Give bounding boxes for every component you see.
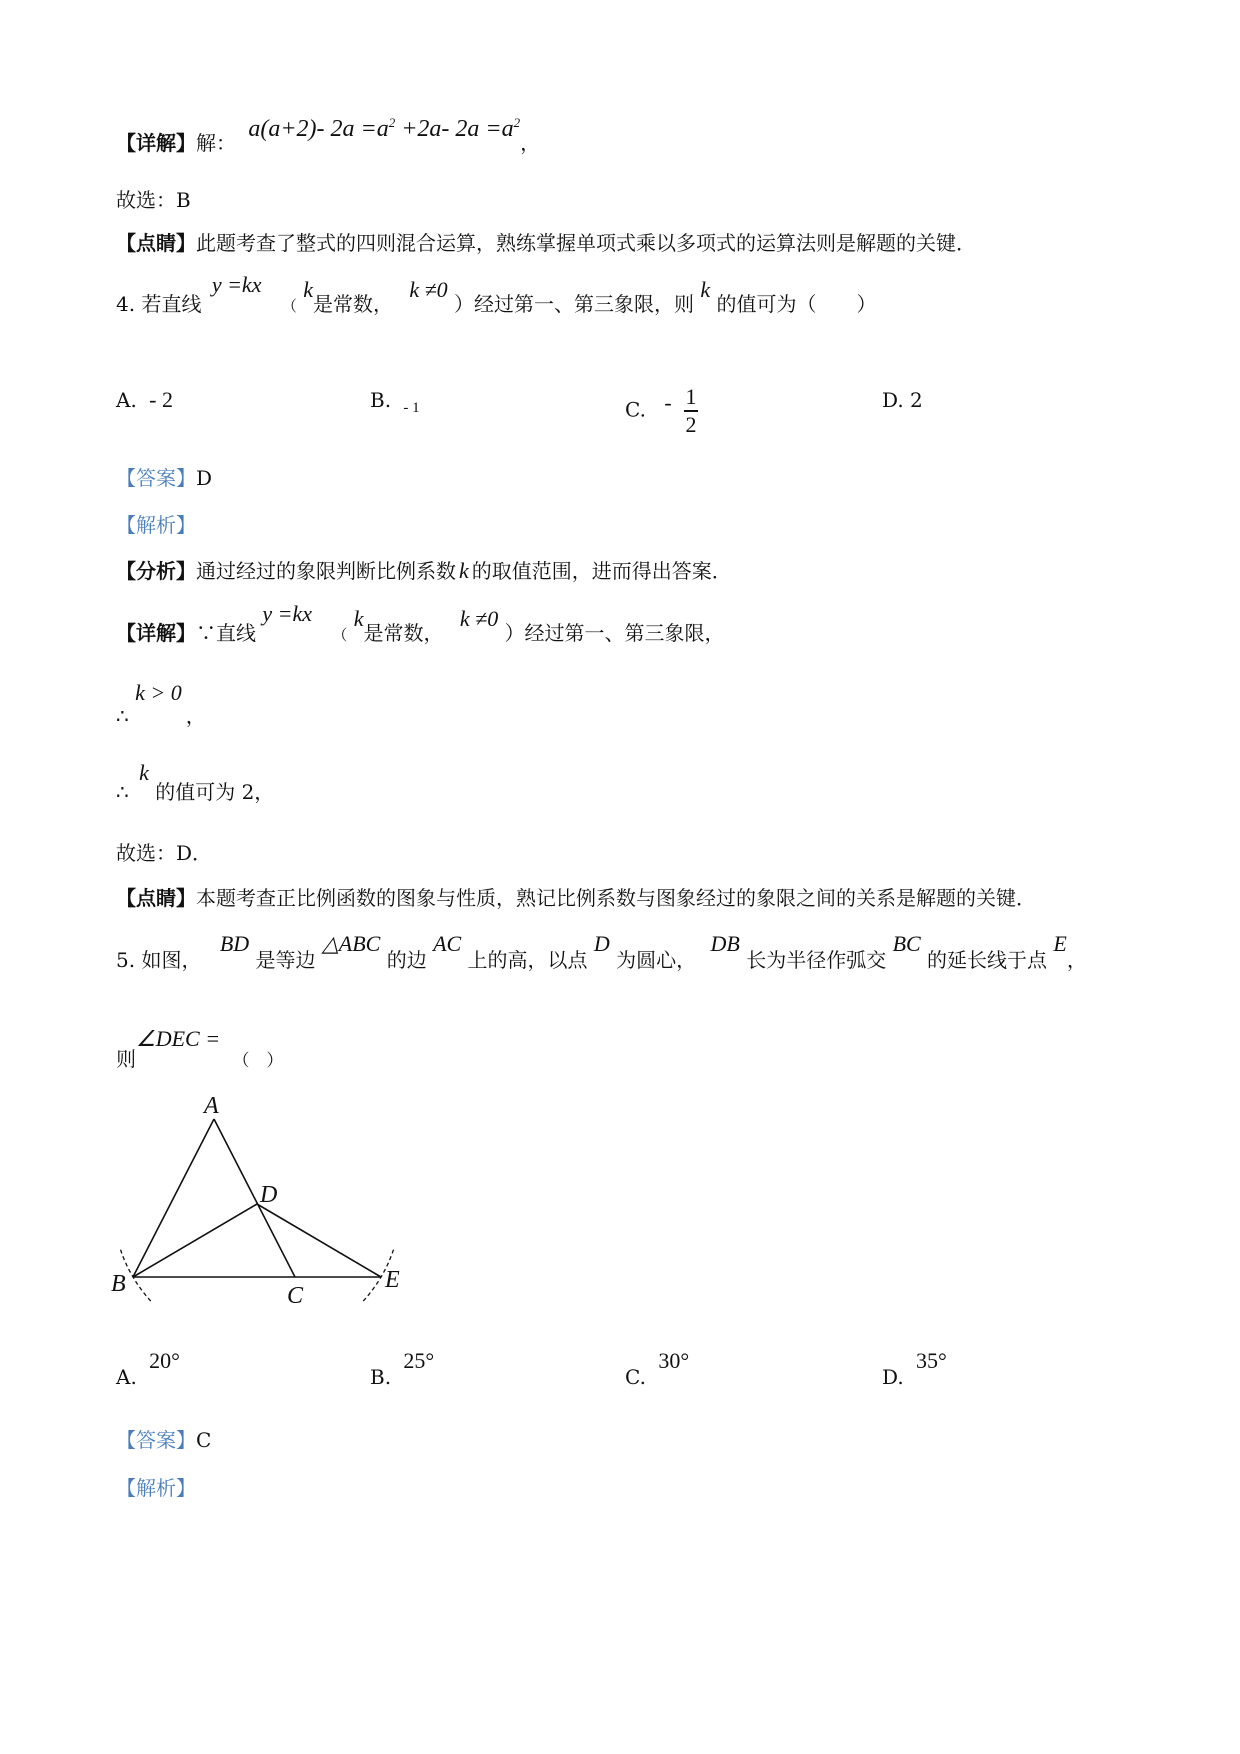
option-value: - 2 — [149, 387, 173, 412]
answer-label: 【答案】 — [116, 1428, 196, 1452]
stem-text: 则 — [116, 1047, 136, 1071]
therefore-symbol: ∴ — [116, 704, 129, 728]
label-e: E — [385, 1267, 400, 1293]
option-label: C. — [625, 1365, 646, 1389]
formula-part-1: a(a+2)- 2a =a — [248, 116, 389, 142]
math-k-neq-0: k ≠0 — [409, 277, 448, 302]
q4-analysis-label: 【解析】 — [116, 513, 196, 537]
math-k: k — [700, 277, 711, 302]
detail-text: ）经过第一、第三象限， — [504, 621, 725, 645]
q4-analyze-line — [116, 556, 732, 586]
q4-option-a — [116, 385, 173, 415]
q4-option-c — [625, 384, 698, 437]
q4-step-2 — [116, 760, 275, 807]
q4-stem — [116, 272, 877, 319]
q3-choice: 故选：B — [116, 188, 191, 212]
step-text: ， — [185, 704, 206, 728]
option-label: D. — [882, 388, 904, 412]
q3-formula — [248, 116, 520, 142]
q4-step-1 — [116, 680, 206, 731]
q4-choice: 故选：D． — [116, 841, 213, 865]
analyze-text: 的取值范围，进而得出答案． — [471, 559, 732, 583]
option-value: 25° — [403, 1348, 435, 1373]
stem-text: 为圆心， — [616, 948, 697, 972]
math-k: k — [139, 760, 149, 785]
analyze-label: 【分析】 — [116, 559, 196, 583]
math-e: E — [1053, 931, 1067, 956]
option-value: 35° — [916, 1348, 947, 1373]
step-text: 的值可为 2， — [155, 780, 275, 804]
option-value: 30° — [658, 1348, 690, 1373]
math-bc: BC — [892, 931, 921, 956]
q4-detail-line — [116, 601, 725, 648]
q4-option-b — [370, 385, 420, 415]
math-y-kx: y =kx — [262, 601, 312, 626]
label-d: D — [260, 1182, 278, 1208]
math-y-kx: y =kx — [211, 272, 262, 297]
stem-text: 的延长线于点 — [927, 948, 1048, 972]
q4-comment-line — [116, 883, 1036, 913]
stem-text: ）经过第一、第三象限，则 — [454, 292, 695, 316]
comment-text: 此题考查了整式的四则混合运算，熟练掌握单项式乘以多项式的运算法则是解题的关键． — [196, 231, 976, 255]
math-k: k — [459, 558, 469, 583]
triangle-figure — [100, 1095, 420, 1320]
stem-text: 是常数， — [312, 292, 393, 316]
q5-answer-line — [116, 1425, 211, 1455]
detail-text: 是常数， — [363, 621, 444, 645]
formula-sup-2: 2 — [513, 115, 521, 130]
stem-text: 的值可为（ ） — [716, 292, 877, 316]
stem-text: 上的高，以点 — [467, 948, 588, 972]
q5-option-a — [116, 1348, 180, 1392]
q3-detail-line — [116, 115, 541, 155]
option-value: - 1 — [403, 400, 420, 416]
math-angle-dec: ∠DEC = — [136, 1026, 221, 1051]
paren-open: （ — [332, 626, 348, 644]
q5-stem — [116, 931, 1087, 975]
stem-text: 长为半径作弧交 — [746, 948, 887, 972]
q4-option-d — [882, 385, 923, 415]
stem-text: 的边 — [386, 948, 427, 972]
math-k-neq-0: k ≠0 — [459, 606, 499, 631]
option-value: 20° — [149, 1348, 180, 1373]
fraction-denominator: 2 — [685, 411, 697, 437]
comment-label: 【点睛】 — [116, 886, 196, 910]
option-label: B. — [370, 388, 392, 412]
option-label: A. — [116, 388, 137, 412]
detail-suffix: ， — [520, 131, 541, 155]
answer-label: 【答案】 — [116, 466, 196, 490]
comment-text: 本题考查正比例函数的图象与性质，熟记比例系数与图象经过的象限之间的关系是解题的关键． — [196, 886, 1036, 910]
q5-option-d — [882, 1348, 947, 1392]
math-k: k — [303, 277, 313, 302]
math-bd: BD — [219, 931, 250, 956]
stem-text: 是等边 — [255, 948, 316, 972]
math-db: DB — [710, 931, 740, 956]
label-c: C — [287, 1283, 304, 1309]
formula-sup-1: 2 — [388, 115, 396, 130]
option-value: 2 — [910, 388, 923, 412]
answer-value: D — [196, 466, 213, 490]
stem-text: ， — [1066, 948, 1087, 972]
math-ac: AC — [433, 931, 462, 956]
q5-option-c — [625, 1348, 690, 1392]
therefore-symbol: ∴ — [116, 780, 129, 804]
comment-label: 【点睛】 — [116, 231, 196, 255]
option-label: A. — [116, 1365, 137, 1389]
q5-analysis-label: 【解析】 — [116, 1476, 196, 1500]
math-triangle-abc: △ABC — [321, 931, 381, 956]
option-label: B. — [370, 1365, 392, 1389]
answer-value: C — [196, 1428, 212, 1452]
detail-prefix: 解： — [196, 131, 236, 155]
label-a: A — [204, 1095, 219, 1119]
detail-label: 【详解】 — [116, 621, 196, 645]
q4-answer-line — [116, 463, 212, 493]
option-label: D. — [882, 1365, 904, 1389]
paren-open: （ — [281, 297, 297, 315]
fraction-numerator: 1 — [685, 384, 697, 409]
question-number: 4. 若直线 — [116, 292, 202, 316]
q3-comment-line — [116, 228, 976, 258]
option-label: C. — [625, 397, 646, 422]
math-d: D — [593, 931, 610, 956]
question-number: 5. 如图， — [116, 948, 202, 972]
segment-ac — [214, 1119, 295, 1277]
math-k-gt-0: k > 0 — [135, 680, 182, 705]
detail-text: ∵直线 — [196, 621, 256, 645]
q5-stem-2 — [116, 1026, 284, 1074]
fraction-sign: - — [664, 390, 672, 416]
analyze-text: 通过经过的象限判断比例系数 — [196, 559, 456, 583]
q5-option-b — [370, 1348, 435, 1392]
detail-label: 【详解】 — [116, 131, 196, 155]
math-k: k — [353, 606, 364, 631]
formula-part-2: +2a- 2a =a — [401, 116, 514, 142]
label-b: B — [111, 1271, 126, 1297]
fraction — [684, 385, 698, 437]
answer-blank: （ ） — [232, 1051, 284, 1071]
